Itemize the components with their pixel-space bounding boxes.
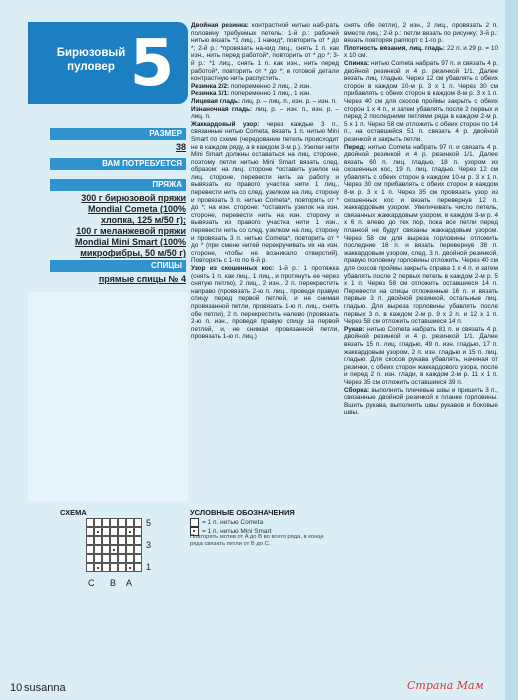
chart-cell xyxy=(118,554,126,563)
paragraph-heading: Перед: xyxy=(344,143,366,151)
chart-cell xyxy=(86,554,94,563)
chart-cell xyxy=(118,518,126,527)
chart-cell xyxy=(110,536,118,545)
chart-cell xyxy=(134,527,142,536)
mini-smart-stitch xyxy=(97,531,99,533)
paragraph-heading: Резинка 2/2: xyxy=(191,82,230,90)
page-edge-strip xyxy=(505,0,518,700)
paragraph-text: лиц. р. – изн. п., изн. р. – лиц. п. xyxy=(191,105,339,121)
chart-cell xyxy=(86,545,94,554)
column2-paragraph xyxy=(344,144,498,326)
paragraph-text: нитью Cometa набрать 81 п. и связать 4 р. двойной резинкой и 4 р. резинкой 1/1. Далее вязать 15 п. лиц. гладью, 49 п. изн. гладью, 17 п. жаккардовым узором, 2 п. изн. гладью и 15 п. лиц. гладью. Для скосов рукава убавлять, начиная от резинки, с обеих сторон жаккардового узора, после и перед 2 п. изн. глади, в каждом 2-м р. 11 х 1 п. Через 35 см отложить оставшиеся 39 п. xyxy=(344,325,498,386)
legend-note: Повторять мотив от A до B во всего ряда, в конце ряда связать петли от B до C. xyxy=(190,534,324,547)
paragraph-text: выполнить плечевые швы и пришить 3 п., связанные двойной резинкой к планке горловины. Вшить рукава, выполнить швы рукавов и боковые швы. xyxy=(344,386,498,417)
need-label: ВАМ ПОТРЕБУЕТСЯ xyxy=(50,158,186,170)
mini-smart-stitch xyxy=(129,567,131,569)
brand-name: susanna xyxy=(24,682,66,694)
column1-paragraph xyxy=(191,90,339,98)
column2-paragraph xyxy=(344,22,498,45)
chart-cell xyxy=(102,527,110,536)
legend-item-cometa: = 1 п. нитью Cometa xyxy=(190,518,263,527)
chart-cell xyxy=(118,527,126,536)
pattern-number: 5 xyxy=(129,27,175,101)
column2-paragraph xyxy=(344,60,498,144)
chart-cell xyxy=(94,545,102,554)
chart-cell xyxy=(86,527,94,536)
paragraph-text: контрастной нитью наб-рать половину требуемых петель: 1-й р.: рабочей нитью вязать *1 лиц., 1 накид*, повторить от * до *; 2-й р.: *провязать на-кид лиц., снять 1 п. как изн., нить перед работой*, повторить от * до *; 3-й р.: *1 лиц., снять 1 п. как изн., нить перед работой*, повторить от * до *; в готовой детали контрастную нить распустить. xyxy=(191,22,340,83)
col-label-b: B xyxy=(110,578,117,588)
paragraph-text: 22 п. и 29 р. = 10 х 10 см. xyxy=(344,44,498,60)
chart-cell xyxy=(86,536,94,545)
chart-cell xyxy=(110,563,118,572)
row-number-5: 5 xyxy=(146,518,152,528)
title-line-2: пуловер xyxy=(67,61,115,73)
instructions-column-1 xyxy=(191,22,339,341)
paragraph-heading: Сборка: xyxy=(344,386,370,394)
mini-smart-stitch xyxy=(113,549,115,551)
chart-cell xyxy=(86,518,94,527)
chart-cell xyxy=(118,563,126,572)
yarn-text: 300 г бирюзовой пряжи Mondial Cometa (100% хлопка, 125 м/50 г); 100 г меланжевой пряжи Mondial Mini Smart (100% микрофибры, 50 м/50 г) xyxy=(74,193,186,258)
column1-paragraph xyxy=(191,121,339,265)
chart-cell xyxy=(102,518,110,527)
chart-cell xyxy=(134,554,142,563)
chart-cell xyxy=(94,554,102,563)
blank-area xyxy=(28,292,188,502)
paragraph-text: снять обе петли), 2 изн., 2 лиц., провязать 2 п. вместе лиц.; 2-й р.: петли вязать по рисунку; 3-й р.: вязать повторяя раппорт с 1-го р. xyxy=(344,22,498,45)
chart-cell xyxy=(102,545,110,554)
chart-cell xyxy=(134,536,142,545)
chart-cell xyxy=(94,518,102,527)
needles-value: прямые спицы № 4 xyxy=(98,274,186,284)
column2-paragraph xyxy=(344,326,498,387)
watermark: Страна Мам xyxy=(407,679,484,692)
chart-cell xyxy=(94,536,102,545)
row-number-1: 1 xyxy=(146,562,152,572)
column2-paragraph xyxy=(344,45,498,60)
paragraph-heading: Двойная резинка: xyxy=(191,22,249,29)
chart-cell xyxy=(110,518,118,527)
paragraph-text: 1-й р.: 1 протяжка (снять 1 п. как лиц., 1 лиц., и протянуть ее через снятую петлю), 2 лиц., 2 изн., 2 п. перекрестить направо (провязать 2-ю п. лиц., проведя правую спицу перед первой петлей, и не снимая провязанной петли, провязать 1-ю п. лиц., снять обе петли), 2 п. перекрестить налево (провязать 2-ю п. изн., проведя правую спицу за первой петлей, и, не снимая провязанной петли, провязать 1-ю п. лиц.) xyxy=(191,265,339,341)
blank-cell-icon xyxy=(190,518,199,527)
mini-smart-stitch xyxy=(97,567,99,569)
chart-cell xyxy=(102,536,110,545)
paragraph-text: через каждые 3 п., связанные нитью Cometa, вязать 1 п. нитью Mini Smart по схеме (чередование петель происходит не в каждом ряду, а в каждом 3-м р.). Узелки нити Mini Smart должны оставаться на лиц. стороне, поэтому петли нитью Mini Smart вязать след. образом: на лиц. стороне *оставить узелок на лиц. стороне, перевести нить за работу и вывязать из правого участка нити 1 лиц., перевести нить со след. узелком на лиц. сторону и провязать 3 п. нитью Cometa*, повторить от * до *; на изн. стороне: *оставить узелок на изн. стороне, перевести нить на изн. сторону и вывязать из правого участка нити 1 изн., перевести нить со след. узелком на лиц. сторону и провязать 3 п. нитью Cometa*, повторить от * до * (при смене нитей перекручивать их на изн. стороне, чтобы не возникало отверстий). Повторять с 1-го по 6-й р. xyxy=(191,120,340,265)
mini-smart-stitch xyxy=(129,531,131,533)
column2-paragraph xyxy=(344,387,498,417)
instructions-column-2 xyxy=(344,22,498,417)
chart-cell xyxy=(86,563,94,572)
knitting-chart xyxy=(86,518,142,576)
chart-cell xyxy=(110,554,118,563)
column1-paragraph xyxy=(191,265,339,341)
chart-cell xyxy=(110,527,118,536)
paragraph-heading: Жаккардовый узор: xyxy=(191,120,260,128)
paragraph-heading: Узор из скошенных кос: xyxy=(191,265,275,272)
chart-cell xyxy=(118,536,126,545)
paragraph-heading: Спинка: xyxy=(344,59,370,67)
paragraph-heading: Рукав: xyxy=(344,325,365,333)
chart-cell xyxy=(118,545,126,554)
paragraph-heading: Лицевая гладь: xyxy=(191,97,241,105)
column1-paragraph xyxy=(191,22,339,83)
yarn-label: ПРЯЖА xyxy=(50,179,186,191)
column1-paragraph xyxy=(191,106,339,121)
chart-cell xyxy=(126,536,134,545)
paragraph-text: попеременно 1 лиц., 1 изн. xyxy=(229,90,312,98)
chart-cell xyxy=(126,545,134,554)
chart-cell xyxy=(134,518,142,527)
chart-cell xyxy=(102,563,110,572)
paragraph-text: лиц. р. – лиц. п., изн. р. – изн. п. xyxy=(240,97,337,105)
chart-cell xyxy=(102,554,110,563)
chart-cell xyxy=(126,518,134,527)
chart-cell xyxy=(134,563,142,572)
col-label-a: A xyxy=(126,578,133,588)
paragraph-text: попеременно 2 лиц., 2 изн. xyxy=(229,82,312,90)
size-value: 38 xyxy=(175,142,186,152)
legend-title: УСЛОВНЫЕ ОБОЗНАЧЕНИЯ xyxy=(190,508,295,517)
paragraph-heading: Плотность вязания, лиц. гладь: xyxy=(344,44,446,52)
scheme-label: СХЕМА xyxy=(60,508,87,517)
paragraph-heading: Резинка 1/1: xyxy=(191,90,230,98)
chart-cell xyxy=(126,554,134,563)
row-number-3: 3 xyxy=(146,540,152,550)
size-label: РАЗМЕР xyxy=(50,128,186,140)
column1-paragraph xyxy=(191,98,339,106)
chart-cell xyxy=(134,545,142,554)
title-line-1: Бирюзовый xyxy=(56,47,126,59)
page-number: 10 xyxy=(10,682,23,694)
needles-label: СПИЦЫ xyxy=(50,260,186,272)
paragraph-text: нитью Cometa набрать 97 п. и связать 4 р. двойной резинкой и 4 р. резинкой 1/1. Далее вязать лиц. гладью. Через 12 см убавлять с обеих сторон в каждом 10-м р. 3 х 1 п. Через 30 см прибавлять с обеих сторон в каждом 8-м р. 3 х 1 п. Через 40 см для скосов проймы закрыть с обеих сторон 1 х 4 п., и затем убавлять после 2 первых и перед 2 последними петлями ряда в каждом 2-м р. 5 х 1 п. Через 58 см отложить с обеих сторон по 14 п., на оставшейся 51 п. связать 4 р. двойной резинкой и закрыть петли. xyxy=(344,59,498,143)
column1-paragraph xyxy=(191,83,339,91)
col-label-c: C xyxy=(88,578,95,588)
legend-item-minismart: = 1 п. нитью Mini Smart xyxy=(190,527,271,536)
paragraph-text: нитью Cometa набрать 97 п. и связать 4 р. двойной резинкой и 4 р. резинкой 1/1. Далее вязать 60 п. лиц. гладью, 18 п. узором из скошенных кос, 19 п. лиц. гладью. Через 12 см убавлять с обеих сторон в каждом 10-м р. 3 х 1 п. Через 30 см прибавлять с обеих сторон в каждом 8-м р. 3 х 1 п. Через 35 см провязать узор из скошенных кос и вязать перевернув 12 п. жаккардовым узором. Увеличивать число петель, связанных жаккардовым узором, в каждом 3-м р. 4 х 6 п. влево до тех пор, пока все петли перед планкой не будут связаны жаккардовым узором. Через 58 см для выреза горловины отложить последние 16 п. и вязать перевернув 38 п. жаккардовым узором, след. 3 п. двойной резинкой, правую половину горловины отложить. Через 40 см для скосов проймы закрыть справа 1 х 4 п. и затем убавлять после 2 первых петель в каждом 2-м р. 5 х 1 п. Через 58 см отложить оставшиеся 14 п. Перевести на спицы отложенные 16 п. и вязать первые 3 п. двойной резинкой, остальные лиц. гладью. Для выреза горловины убавлять после первых 3 п. в каждом 2-м р. 9 х 2 п. и 12 х 1 п. Через 58 см отложить оставшиеся 14 п. xyxy=(344,143,498,326)
paragraph-heading: Изнаночная гладь: xyxy=(191,105,253,113)
